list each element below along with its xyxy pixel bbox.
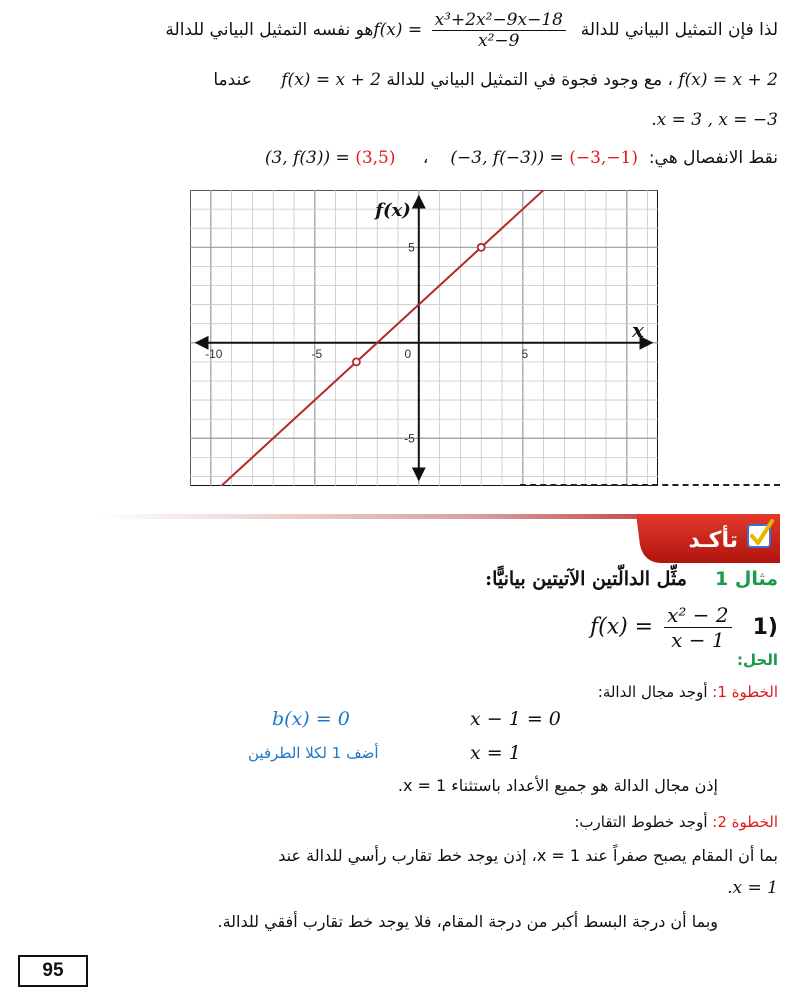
step-1-conclusion xyxy=(398,776,718,795)
tick-label-x-0: 0 xyxy=(404,346,412,361)
fraction-denominator: x − 1 xyxy=(671,628,725,652)
intro-line-1 xyxy=(165,10,778,51)
intro-line-3 xyxy=(651,110,778,130)
hole-point-1 xyxy=(353,358,360,365)
solution-text: الحل: xyxy=(737,651,778,669)
discontinuity-label: نقط الانفصال هي: xyxy=(648,148,778,168)
tick-label-y-neg5: -5 xyxy=(404,431,415,446)
tick-label-x-neg5: -5 xyxy=(311,346,323,361)
dashed-divider xyxy=(520,484,780,486)
step-1-text: أوجد مجال الدالة: xyxy=(597,683,708,701)
hole-point-2 xyxy=(478,244,485,251)
step-2-label: الخطوة 2: xyxy=(712,813,778,831)
solution-label xyxy=(737,651,778,669)
checkbox-icon xyxy=(748,521,772,547)
point-1-rhs: (−3,−1) xyxy=(569,148,639,168)
example-instruction: مثِّل الدالّتين الآتيتين بيانيًّا: xyxy=(485,568,687,590)
fx-label: f(x) = xyxy=(373,20,423,40)
equation: f(x) = x + 2 xyxy=(281,70,381,90)
step-1 xyxy=(598,683,778,701)
step-1-conclusion-text: إذن مجال الدالة هو جميع الأعداد باستثناء x = 1. xyxy=(397,776,718,795)
equation: f(x) = x + 2 xyxy=(678,70,778,90)
step-1-eq-right-text: x − 1 = 0 xyxy=(470,708,561,730)
y-axis-label: f(x) xyxy=(375,200,411,221)
step-2-line-3-text: وبما أن درجة البسط أكبر من درجة المقام، فلا يوجد خط تقارب أفقي للدالة. xyxy=(217,912,718,931)
intro-text: ، مع وجود فجوة في التمثيل البياني للدالة xyxy=(386,70,673,90)
page-number: 95 xyxy=(18,955,88,987)
fraction-numerator: x³+2x²−9x−18 xyxy=(432,10,566,31)
step-2-line-3 xyxy=(217,912,718,931)
step-1-label: الخطوة 1: xyxy=(712,683,778,701)
step-2-line-2 xyxy=(727,878,778,898)
step-2-line-1-text: بما أن المقام يصبح صفراً عند x = 1، إذن يوجد خط تقارب رأسي للدالة عند xyxy=(278,846,778,865)
step-1-note xyxy=(248,744,379,762)
item-number: 1) xyxy=(752,614,778,640)
step-2 xyxy=(574,813,778,831)
intro-text: لذا فإن التمثيل البياني للدالة xyxy=(580,20,778,40)
point-2-lhs: (3, f(3)) = xyxy=(264,148,350,168)
fraction-numerator: x² − 2 xyxy=(664,603,732,628)
point-1 xyxy=(450,148,643,168)
x-axis-label: x xyxy=(632,317,644,342)
tick-label-x-5: 5 xyxy=(521,346,529,361)
fraction-denominator: x²−9 xyxy=(478,31,520,51)
separator: ، xyxy=(422,148,429,168)
fraction xyxy=(432,10,566,51)
step-2-line-2-text: .x = 1 xyxy=(727,878,778,898)
step-2-line-1 xyxy=(278,846,778,865)
step-1-eq-right xyxy=(470,708,561,730)
intro-text: هو نفسه التمثيل البياني للدالة xyxy=(165,20,374,40)
step-1-note-text: أضف 1 لكلا الطرفين xyxy=(248,744,379,762)
step-1-eq-left-text: b(x) = 0 xyxy=(272,708,350,730)
graph-frame xyxy=(190,190,658,486)
step-1-eq-left xyxy=(272,708,350,730)
discontinuity-points xyxy=(265,148,778,168)
point-1-lhs: (−3, f(−3)) = xyxy=(450,148,564,168)
step-1-eq2 xyxy=(470,742,521,764)
banner-title: تأكـد xyxy=(688,528,738,553)
step-2-text: أوجد خطوط التقارب: xyxy=(574,813,708,831)
example-title: مثال 1 xyxy=(715,568,778,590)
intro-line-2 xyxy=(213,70,778,90)
tick-label-y-5: 5 xyxy=(408,240,415,255)
fraction xyxy=(664,603,732,652)
equation: .x = 3 , x = −3 xyxy=(651,110,778,130)
step-1-eq2-text: x = 1 xyxy=(470,742,521,764)
point-2 xyxy=(265,148,396,168)
check-banner xyxy=(96,505,780,563)
example-heading xyxy=(485,568,778,590)
intro-text: عندما xyxy=(213,70,252,90)
tick-label-x-neg10: -10 xyxy=(205,346,223,361)
fx-equation xyxy=(373,10,575,51)
point-2-rhs: (3,5) xyxy=(355,148,396,168)
item-1-equation xyxy=(590,603,778,652)
function-graph xyxy=(190,190,658,486)
fx-label: f(x) = xyxy=(589,614,654,640)
